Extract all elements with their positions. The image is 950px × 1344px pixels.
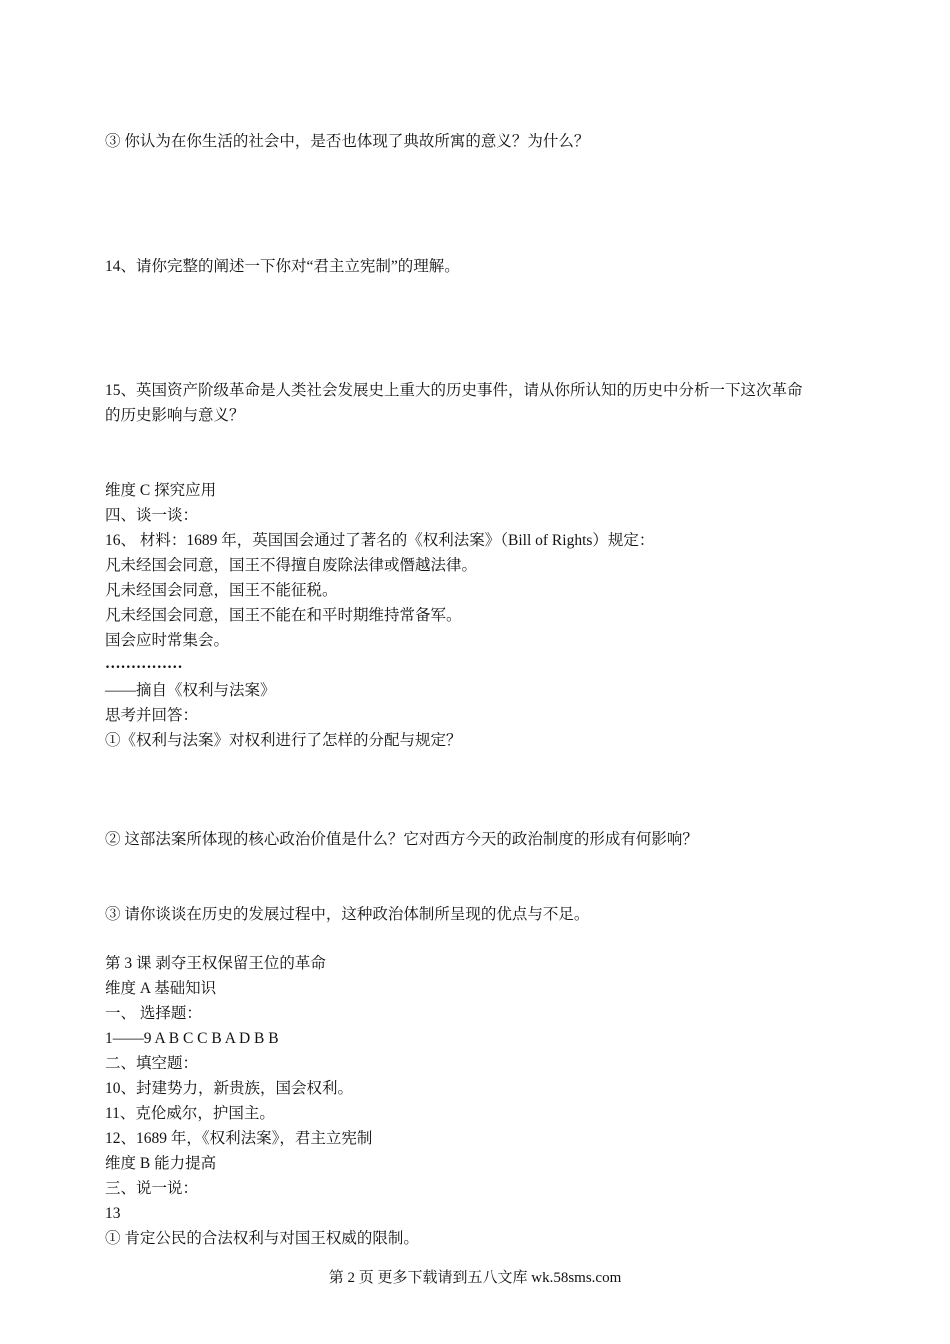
answer-13-number: 13	[105, 1205, 121, 1222]
question-16-part-3: ③ 请你谈谈在历史的发展过程中，这种政治体制所呈现的优点与不足。	[105, 906, 590, 923]
answers-choice-values: 1——9 A B C C B A D B B	[105, 1030, 279, 1047]
answers-dimension-a: 维度 A 基础知识	[105, 980, 217, 997]
question-13-part-3: ③ 你认为在你生活的社会中，是否也体现了典故所寓的意义？为什么？	[105, 133, 590, 150]
material-clause-3: 凡未经国会同意，国王不能在和平时期维持常备军。	[105, 607, 462, 624]
answers-choice-heading: 一、 选择题：	[105, 1005, 202, 1022]
answers-speak-heading: 三、说一说：	[105, 1180, 199, 1197]
answer-11: 11、克伦威尔，护国主。	[105, 1105, 275, 1122]
section-heading-dimension-c: 维度 C 探究应用	[105, 482, 217, 499]
think-and-answer-prompt: 思考并回答：	[105, 707, 199, 724]
answer-13-part-1: ① 肯定公民的合法权利与对国王权威的限制。	[105, 1230, 419, 1247]
ellipsis-line: ……………	[105, 655, 183, 672]
question-15-line-2: 的历史影响与意义？	[105, 407, 245, 424]
material-clause-1: 凡未经国会同意，国王不得擅自废除法律或僭越法律。	[105, 557, 478, 574]
question-15-line-1: 15、英国资产阶级革命是人类社会发展史上重大的历史事件，请从你所认知的历史中分析一下这次革命	[105, 382, 803, 399]
section-heading-discuss: 四、谈一谈：	[105, 507, 199, 524]
lesson-3-title: 第 3 课 剥夺王权保留王位的革命	[105, 955, 326, 972]
answers-fill-heading: 二、填空题：	[105, 1055, 199, 1072]
question-16-part-2: ② 这部法案所体现的核心政治价值是什么？它对西方今天的政治制度的形成有何影响？	[105, 831, 698, 848]
material-clause-2: 凡未经国会同意，国王不能征税。	[105, 582, 338, 599]
question-14: 14、请你完整的阐述一下你对“君主立宪制”的理解。	[105, 258, 460, 275]
answer-12: 12、1689 年，《权利法案》，君主立宪制	[105, 1130, 373, 1147]
answers-dimension-b: 维度 B 能力提高	[105, 1155, 217, 1172]
question-16-material: 16、 材料：1689 年，英国国会通过了著名的《权利法案》（Bill of Rights）规定：	[105, 532, 655, 549]
material-clause-4: 国会应时常集会。	[105, 632, 230, 649]
page-footer: 第 2 页 更多下载请到五八文库 wk.58sms.com	[328, 1270, 622, 1286]
material-source: ——摘自《权利与法案》	[105, 682, 276, 699]
question-16-part-1: ①《权利与法案》对权利进行了怎样的分配与规定？	[105, 732, 462, 749]
answer-10: 10、封建势力，新贵族，国会权利。	[105, 1080, 354, 1097]
